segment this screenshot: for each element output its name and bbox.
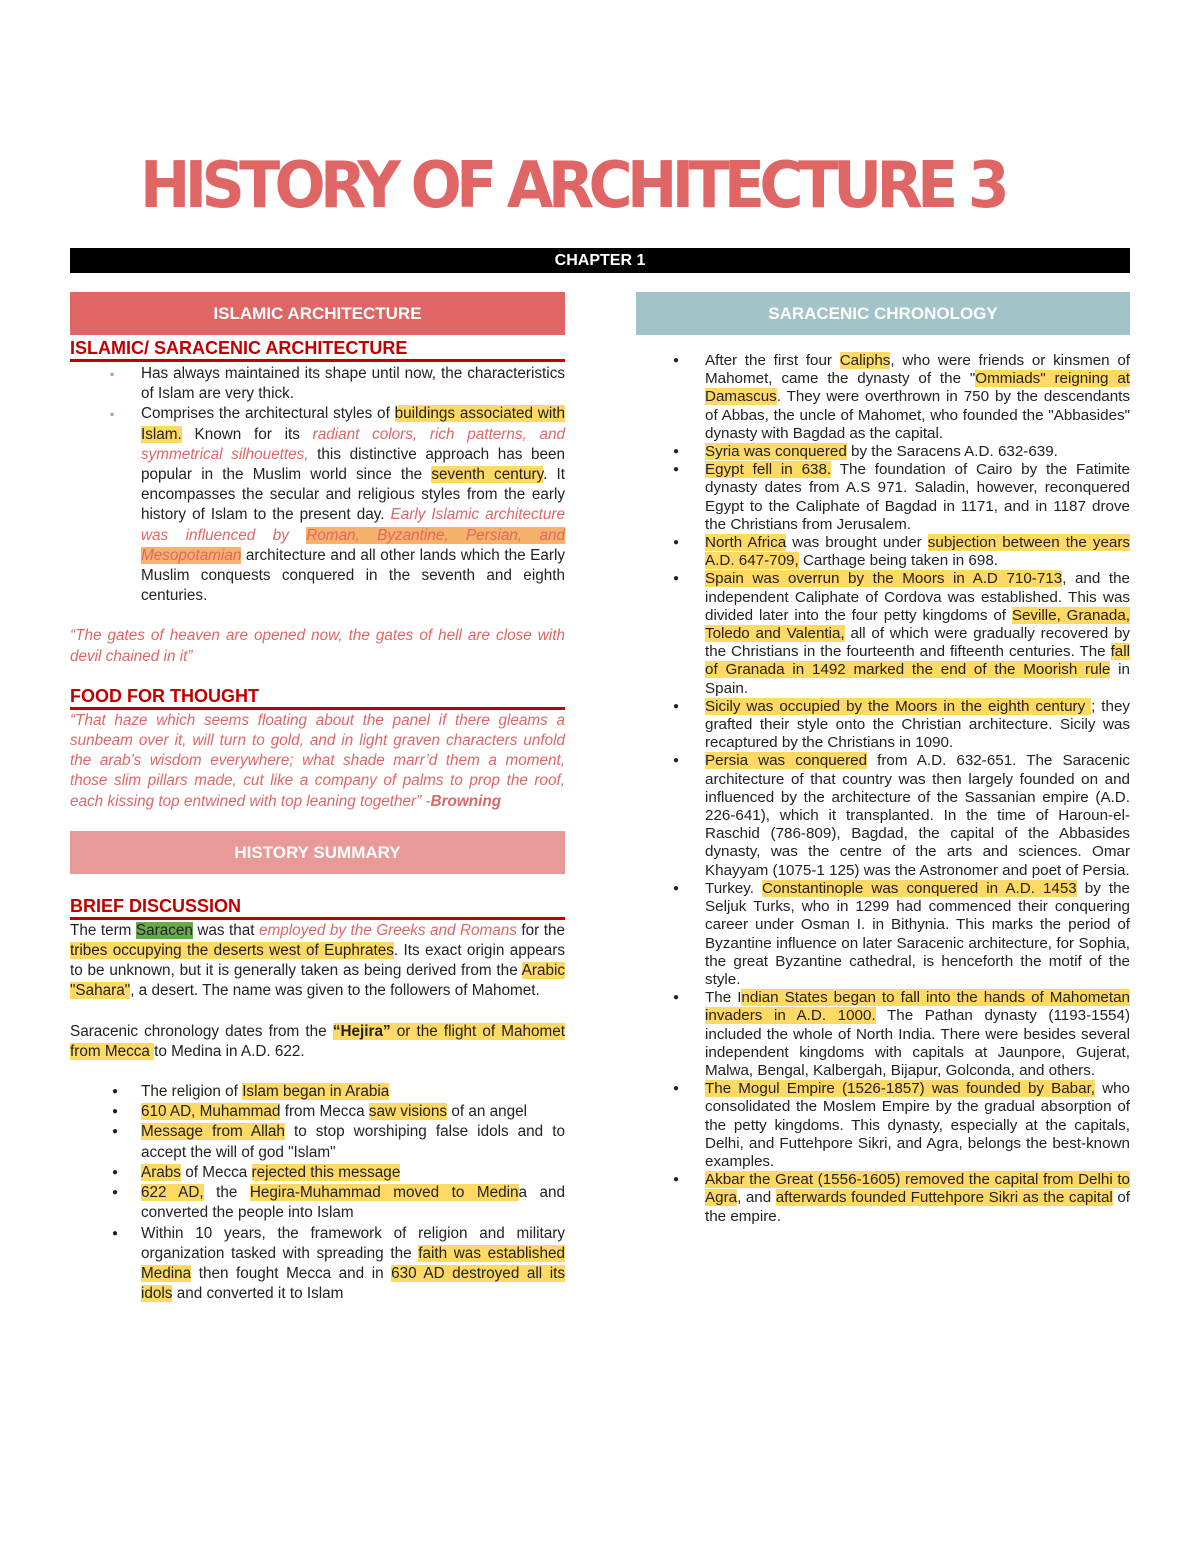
list-item: ▪ Has always maintained its shape until now, the characteristics of Islam are very thick.	[70, 364, 565, 404]
list-item: ● The Mogul Empire (1526-1857) was founded by Babar, who consolidated the Moslem Empire by the gradual absorption of the petty kingdoms. This dynasty, especially at the capitals, Delhi, and Futtehpore Sikri, and Agra, belongs the best-known examples.	[636, 1080, 1130, 1171]
list-item: ● 610 AD, Muhammad from Mecca saw visions of an angel	[70, 1102, 565, 1122]
left-column	[70, 292, 565, 1304]
document-title: HISTORY OF ARCHITECTURE 3	[140, 149, 1005, 223]
list-item: ● Egypt fell in 638. The foundation of Cairo by the Fatimite dynasty dates from A.S 971. Saladin, however, reconquered Egypt to the Caliphate of Bagdad in 1171, and in 1187 drove the Christians from Jerusalem.	[636, 461, 1130, 534]
list-item: ● The religion of Islam began in Arabia	[70, 1082, 565, 1102]
list-item: ● Within 10 years, the framework of religion and military organization tasked with spreading the faith was established Medina then fought Mecca and in 630 AD destroyed all its idols and converted it to Islam	[70, 1224, 565, 1305]
history-summary-banner: HISTORY SUMMARY	[70, 831, 565, 874]
list-item: ● Arabs of Mecca rejected this message	[70, 1163, 565, 1183]
list-item: ▪ Comprises the architectural styles of buildings associated with Islam. Known for its radiant colors, rich patterns, and symmetrical silhouettes, this distinctive approach has been popular in the Muslim world since the seventh century. It encompasses the secular and religious styles from the early history of Islam to the present day. Early Islamic architecture was influenced by Roman, Byzantine, Persian, and Mesopotamian architecture and all other lands which the Early Muslim conquests conquered in the seventh and eighth centuries.	[70, 404, 565, 606]
gates-quote: “The gates of heaven are opened now, the gates of hell are close with devil chained in it”	[70, 627, 565, 665]
browning-quote: “That haze which seems floating about the panel if there gleams a sunbeam over it, will turn to gold, and in light graven characters unfold the arab’s wisdom everywhere; what shade marr’d them a moment, those slim pillars made, cut like a company of palms to prop the roof, each kissing top entwined with top leaning together” -Browning	[70, 711, 565, 810]
history-bullets	[70, 1082, 565, 1304]
list-item: ● Syria was conquered by the Saracens A.D. 632-639.	[636, 443, 1130, 461]
quote-author: Browning	[430, 792, 502, 810]
islamic-bullets	[70, 364, 565, 606]
saracen-paragraph: The term Saracen was that employed by the Greeks and Romans for the tribes occupying the deserts west of Euphrates. Its exact origin appears to be unknown, but it is generally taken as being derived from the Arabic "Sahara", a desert. The name was given to the followers of Mahomet.	[70, 921, 565, 1000]
islamic-saracenic-heading: ISLAMIC/ SARACENIC ARCHITECTURE	[70, 338, 565, 362]
brief-discussion-heading: BRIEF DISCUSSION	[70, 896, 565, 920]
list-item: ● Spain was overrun by the Moors in A.D 710-713, and the independent Caliphate of Cordova was established. This was divided later into the four petty kingdoms of Seville, Granada, Toledo and Valentia, all of which were gradually recovered by the Christians in the fourteenth and fifteenth centuries. The fall of Granada in 1492 marked the end of the Moorish rule in Spain.	[636, 570, 1130, 697]
chronology-bullets	[636, 352, 1130, 1226]
right-column	[636, 292, 1130, 1226]
food-for-thought-heading: FOOD FOR THOUGHT	[70, 686, 565, 710]
list-item: ● 622 AD, the Hegira-Muhammad moved to Medina and converted the people into Islam	[70, 1183, 565, 1223]
chronology-paragraph: Saracenic chronology dates from the “Hejira” or the flight of Mahomet from Mecca to Medina in A.D. 622.	[70, 1022, 565, 1060]
list-item: ● Sicily was occupied by the Moors in the eighth century ; they grafted their style onto the Christian architecture. Sicily was recaptured by the Christians in 1090.	[636, 698, 1130, 753]
list-item: ● Message from Allah to stop worshiping false idols and to accept the will of god "Islam"	[70, 1122, 565, 1162]
list-item: ● The Indian States began to fall into the hands of Mahometan invaders in A.D. 1000. The Pathan dynasty (1193-1554) included the whole of North India. There were besides several independent kingdoms with capitals at Jaunpore, Gujerat, Malwa, Bengal, Kalbergah, Bijapur, Golconda, and others.	[636, 989, 1130, 1080]
list-item: ● After the first four Caliphs, who were friends or kinsmen of Mahomet, came the dynasty of the "Ommiads" reigning at Damascus. They were overthrown in 750 by the descendants of Abbas, the uncle of Mahomet, who founded the "Abbasides" dynasty with Bagdad as the capital.	[636, 352, 1130, 443]
saracenic-chronology-banner: SARACENIC CHRONOLOGY	[636, 292, 1130, 335]
list-item: ● North Africa was brought under subjection between the years A.D. 647-709, Carthage being taken in 698.	[636, 534, 1130, 570]
chapter-bar: CHAPTER 1	[70, 248, 1130, 273]
list-item: ● Akbar the Great (1556-1605) removed the capital from Delhi to Agra, and afterwards founded Futtehpore Sikri as the capital of the empire.	[636, 1171, 1130, 1226]
list-item: ● Persia was conquered from A.D. 632-651. The Saracenic architecture of that country was then largely founded on and influenced by the architecture of the Sassanian empire (A.D. 226-641), which it transplanted. In the time of Haroun-el- Raschid (786-809), Bagdad, the capital of the Abbasides dynasty, was the centre of the arts and sciences. Omar Khayyam (1075-1 125) was the Astronomer and poet of Persia.	[636, 752, 1130, 879]
list-item: ● Turkey. Constantinople was conquered in A.D. 1453 by the Seljuk Turks, who in 1299 had commenced their conquering career under Osman I. in Bithynia. This marks the period of Byzantine influence on later Saracenic architecture, for Sophia, the great Byzantine cathedral, is henceforth the motif of the style.	[636, 880, 1130, 989]
islamic-architecture-banner: ISLAMIC ARCHITECTURE	[70, 292, 565, 335]
